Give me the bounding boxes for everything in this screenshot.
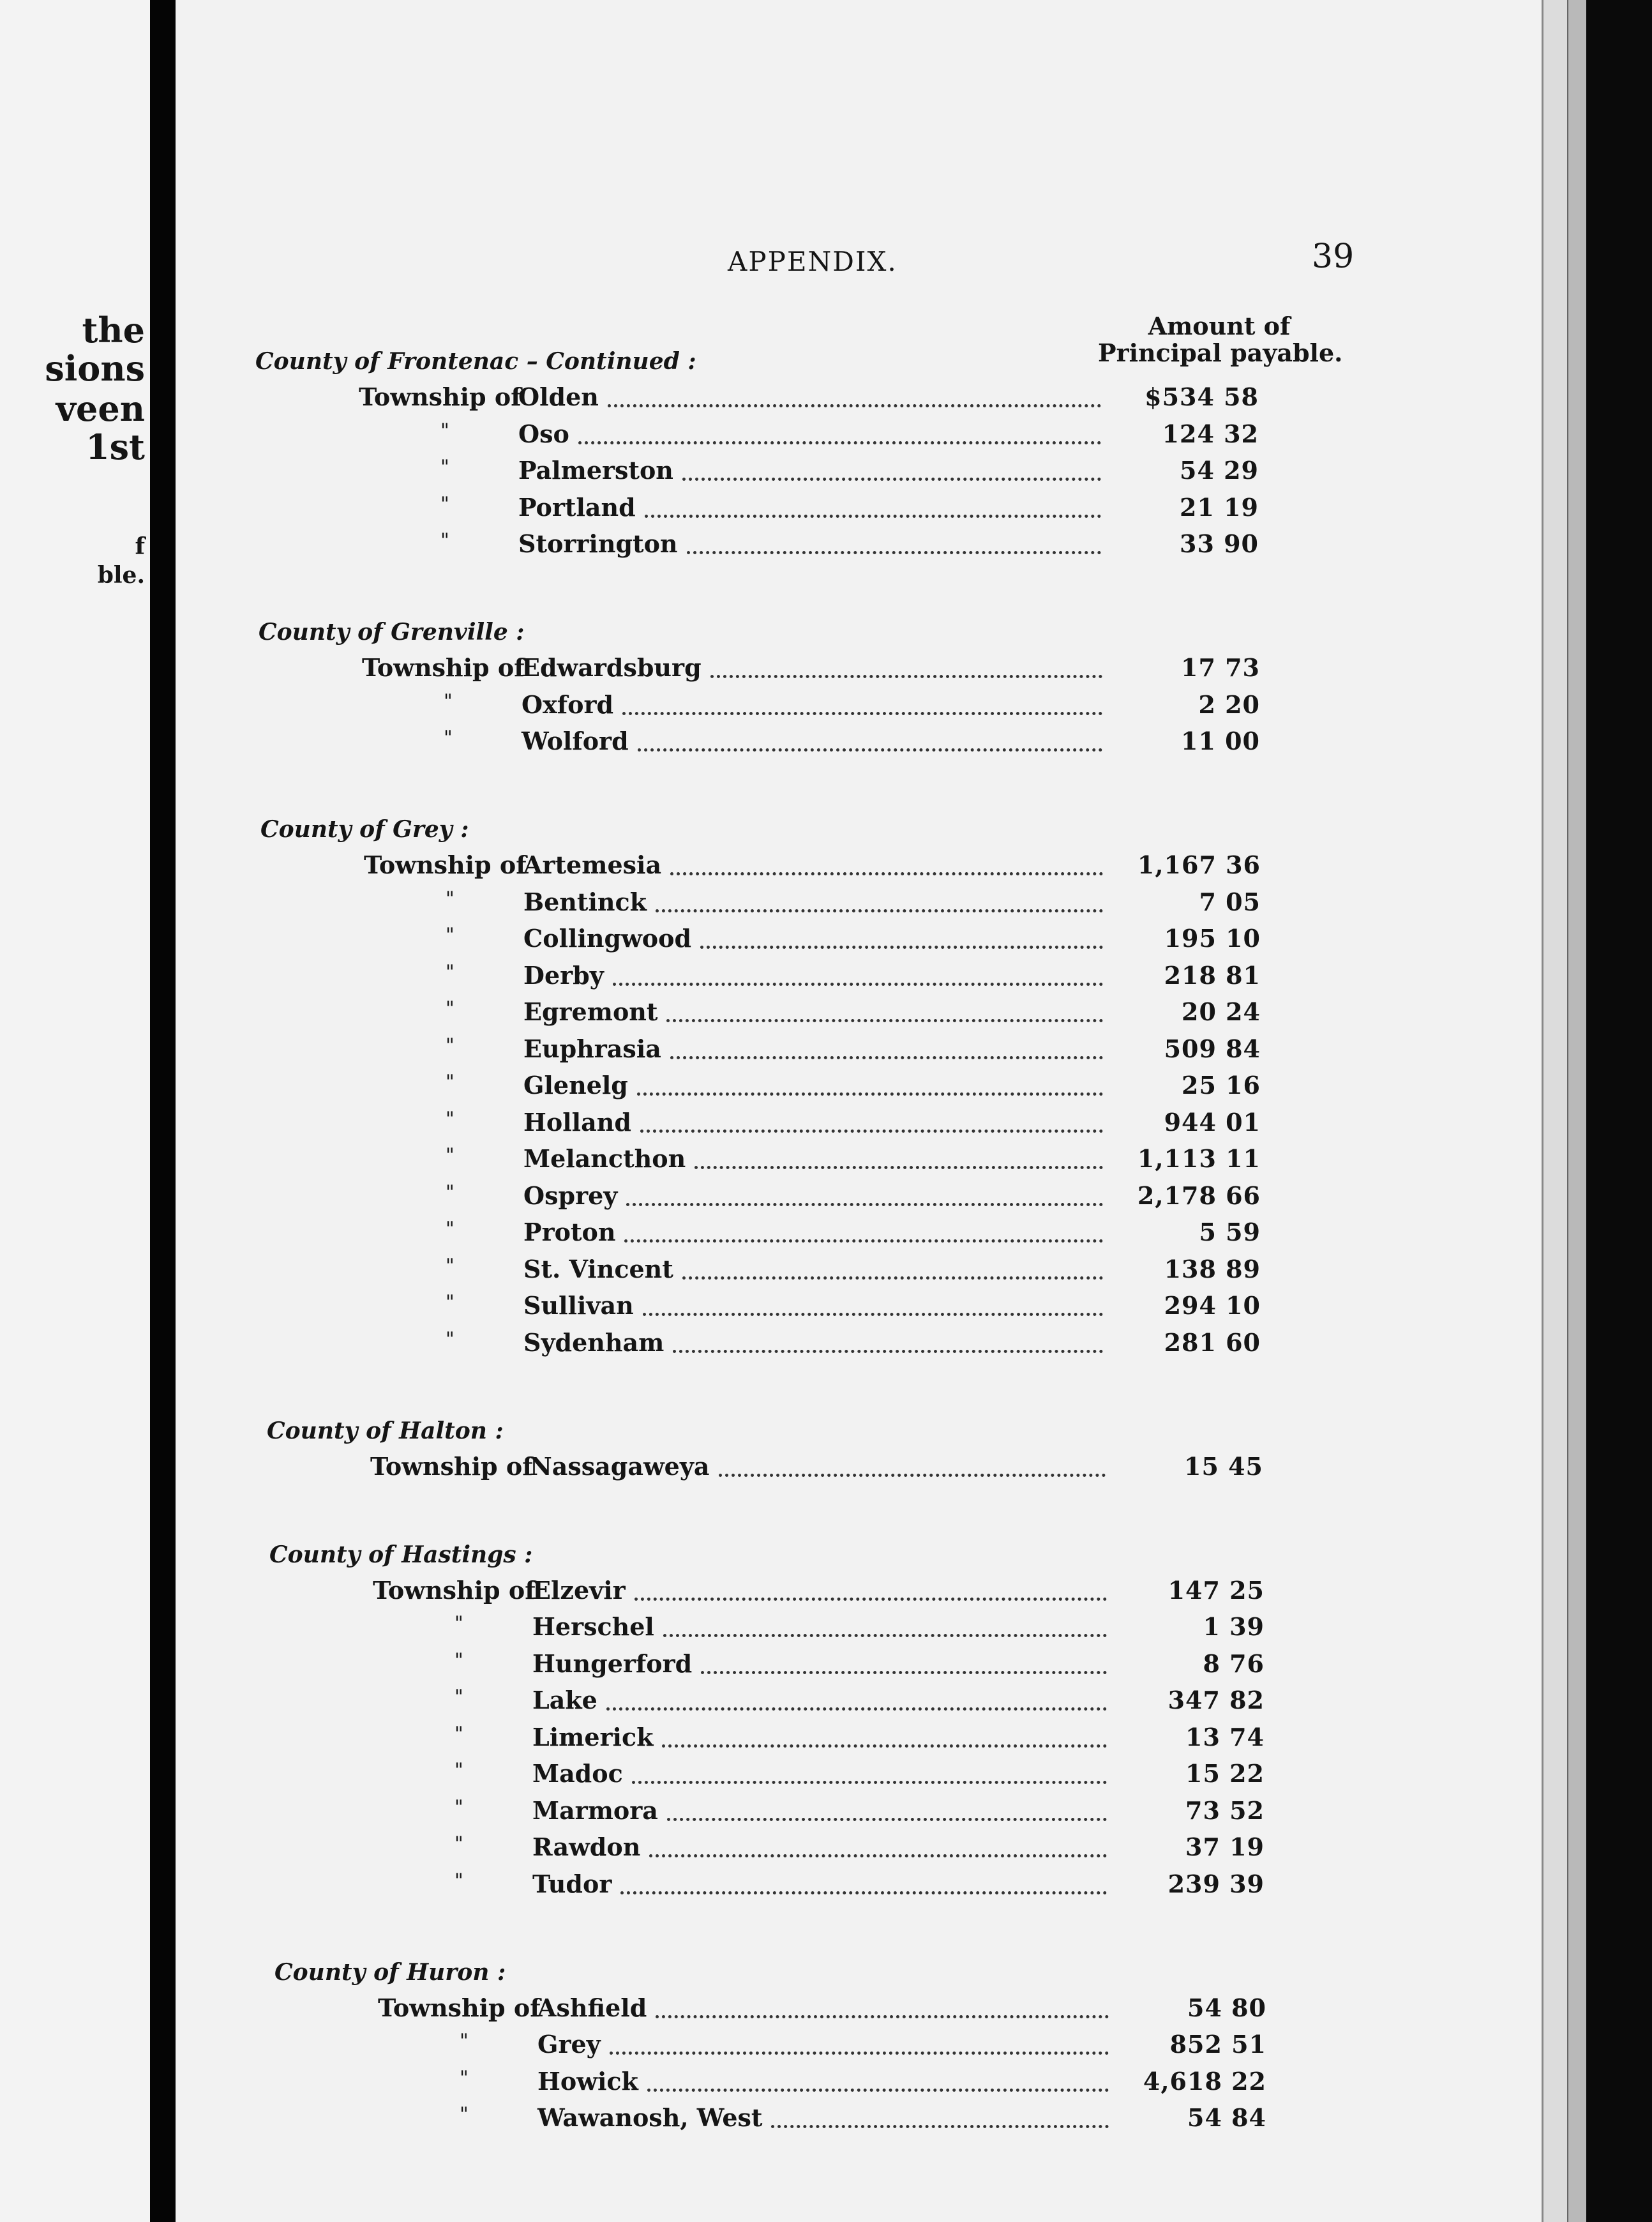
dot-leader bbox=[635, 1598, 1107, 1601]
dot-leader bbox=[663, 1634, 1107, 1637]
county-heading: County of Hastings : bbox=[269, 1541, 533, 1568]
township-name: Portland bbox=[518, 492, 636, 522]
facing-page-text: f bbox=[135, 533, 145, 560]
ditto-mark: " bbox=[454, 1795, 463, 1818]
ditto-mark: " bbox=[444, 690, 453, 713]
township-row bbox=[0, 419, 1468, 455]
township-name: Oxford bbox=[522, 690, 614, 719]
township-name: Madoc bbox=[532, 1759, 623, 1788]
township-name: Storrington bbox=[518, 529, 678, 558]
township-row bbox=[0, 888, 1468, 923]
dot-leader bbox=[640, 1130, 1103, 1133]
column-heading-line: Principal payable. bbox=[1098, 338, 1343, 367]
county-heading: County of Huron : bbox=[274, 1958, 506, 1986]
township-name: Egremont bbox=[523, 997, 658, 1026]
principal-amount: 1 39 bbox=[1203, 1612, 1265, 1641]
township-name: Derby bbox=[523, 960, 604, 990]
township-name: Osprey bbox=[523, 1181, 618, 1210]
principal-amount: 25 16 bbox=[1182, 1071, 1261, 1100]
township-row bbox=[0, 1833, 1468, 1868]
dot-leader bbox=[662, 1744, 1107, 1748]
running-title: APPENDIX. bbox=[728, 246, 897, 277]
principal-amount: 509 84 bbox=[1164, 1034, 1261, 1063]
principal-amount: 944 01 bbox=[1164, 1107, 1261, 1137]
ditto-mark: " bbox=[446, 960, 454, 983]
township-row bbox=[0, 1071, 1468, 1107]
dot-leader bbox=[687, 551, 1101, 554]
dot-leader bbox=[610, 2052, 1109, 2055]
township-row bbox=[0, 1686, 1468, 1721]
dot-leader bbox=[626, 1203, 1103, 1206]
dot-leader bbox=[667, 1818, 1107, 1821]
ditto-mark: " bbox=[446, 1291, 454, 1313]
principal-amount: 54 84 bbox=[1187, 2103, 1266, 2132]
township-name: Rawdon bbox=[532, 1833, 641, 1861]
ditto-mark: " bbox=[446, 997, 454, 1020]
dot-leader bbox=[656, 909, 1103, 912]
township-row bbox=[0, 1328, 1468, 1364]
township-row bbox=[0, 924, 1468, 960]
township-row bbox=[0, 1576, 1468, 1612]
principal-amount: 294 10 bbox=[1164, 1291, 1261, 1320]
facing-page-text: veen bbox=[56, 388, 145, 429]
township-row bbox=[0, 1144, 1468, 1180]
principal-amount: 73 52 bbox=[1185, 1795, 1265, 1825]
principal-amount: 124 32 bbox=[1162, 419, 1259, 448]
township-name: Herschel bbox=[532, 1612, 654, 1641]
page-edge bbox=[1542, 0, 1569, 2222]
dot-leader bbox=[673, 1350, 1103, 1353]
township-row bbox=[0, 1255, 1468, 1290]
facing-page-text: ble. bbox=[97, 562, 145, 589]
dot-leader bbox=[649, 1854, 1107, 1857]
township-row bbox=[0, 493, 1468, 529]
township-name: Holland bbox=[523, 1107, 631, 1137]
township-prefix: Township of bbox=[364, 850, 527, 879]
column-heading bbox=[1098, 312, 1343, 367]
township-name: Howick bbox=[537, 2066, 638, 2096]
county-heading: County of Grey : bbox=[260, 816, 469, 843]
township-name: Ashfield bbox=[537, 1993, 647, 2022]
township-name: Glenelg bbox=[523, 1071, 628, 1100]
principal-amount: 4,618 22 bbox=[1143, 2066, 1266, 2096]
principal-amount: 17 73 bbox=[1181, 653, 1260, 682]
township-name: Limerick bbox=[532, 1722, 654, 1751]
township-row bbox=[0, 1870, 1468, 1905]
ditto-mark: " bbox=[454, 1869, 463, 1892]
township-name: Wawanosh, West bbox=[537, 2103, 763, 2132]
dot-leader bbox=[771, 2125, 1109, 2128]
township-row bbox=[0, 1723, 1468, 1758]
township-row bbox=[0, 1291, 1468, 1327]
dot-leader bbox=[670, 872, 1103, 875]
township-row bbox=[0, 456, 1468, 492]
ditto-mark: " bbox=[446, 887, 454, 910]
principal-amount: 281 60 bbox=[1164, 1327, 1261, 1357]
ditto-mark: " bbox=[446, 1254, 454, 1277]
township-row bbox=[0, 1108, 1468, 1144]
township-name: St. Vincent bbox=[523, 1254, 673, 1283]
principal-amount: 11 00 bbox=[1181, 727, 1260, 755]
dot-leader bbox=[578, 441, 1101, 444]
township-name: Palmerston bbox=[518, 456, 673, 485]
county-heading: County of Grenville : bbox=[259, 619, 525, 646]
township-name: Wolford bbox=[522, 727, 629, 755]
township-row bbox=[0, 1649, 1468, 1685]
ditto-mark: " bbox=[446, 1218, 454, 1240]
facing-page-text: the bbox=[82, 310, 145, 351]
ditto-mark: " bbox=[446, 1144, 454, 1167]
dot-leader bbox=[670, 1056, 1103, 1059]
dot-leader bbox=[643, 1313, 1103, 1316]
principal-amount: 20 24 bbox=[1182, 997, 1261, 1026]
principal-amount: 195 10 bbox=[1164, 924, 1261, 953]
principal-amount: 21 19 bbox=[1180, 492, 1259, 522]
dot-leader bbox=[682, 1276, 1103, 1280]
township-name: Sullivan bbox=[523, 1291, 634, 1320]
facing-page-text: 1st bbox=[86, 427, 145, 467]
dot-leader bbox=[608, 404, 1101, 407]
dot-leader bbox=[682, 478, 1101, 481]
township-name: Melancthon bbox=[523, 1144, 686, 1173]
county-heading: County of Halton : bbox=[267, 1417, 504, 1444]
principal-amount: $534 58 bbox=[1145, 382, 1259, 411]
township-name: Euphrasia bbox=[523, 1034, 661, 1063]
township-row bbox=[0, 1181, 1468, 1217]
ditto-mark: " bbox=[440, 492, 449, 515]
principal-amount: 147 25 bbox=[1168, 1575, 1265, 1605]
township-row bbox=[0, 1612, 1468, 1648]
ditto-mark: " bbox=[446, 1327, 454, 1350]
township-prefix: Township of bbox=[373, 1575, 536, 1605]
principal-amount: 7 05 bbox=[1199, 887, 1261, 916]
township-name: Sydenham bbox=[523, 1327, 665, 1357]
dot-leader bbox=[695, 1166, 1103, 1169]
township-prefix: Township of bbox=[378, 1993, 541, 2022]
township-row bbox=[0, 1993, 1468, 2029]
principal-amount: 5 59 bbox=[1199, 1218, 1261, 1246]
township-name: Grey bbox=[537, 2030, 601, 2059]
township-name: Bentinck bbox=[523, 887, 647, 916]
township-name: Marmora bbox=[532, 1795, 658, 1825]
principal-amount: 1,113 11 bbox=[1137, 1144, 1261, 1173]
dot-leader bbox=[632, 1781, 1107, 1784]
dot-leader bbox=[710, 675, 1102, 678]
township-row bbox=[0, 961, 1468, 997]
ditto-mark: " bbox=[440, 529, 449, 552]
township-name: Tudor bbox=[532, 1869, 612, 1898]
township-name: Proton bbox=[523, 1218, 616, 1246]
principal-amount: 239 39 bbox=[1168, 1869, 1265, 1898]
dot-leader bbox=[637, 1092, 1103, 1096]
dot-leader bbox=[620, 1891, 1107, 1894]
principal-amount: 33 90 bbox=[1180, 529, 1259, 558]
dot-leader bbox=[624, 1239, 1103, 1243]
principal-amount: 15 22 bbox=[1185, 1759, 1265, 1788]
dot-leader bbox=[606, 1707, 1107, 1711]
township-row bbox=[0, 2030, 1468, 2066]
page-number: 39 bbox=[1312, 238, 1355, 276]
township-row bbox=[0, 1796, 1468, 1832]
ditto-mark: " bbox=[460, 2103, 469, 2126]
township-name: Oso bbox=[518, 419, 569, 448]
ditto-mark: " bbox=[446, 1034, 454, 1057]
principal-amount: 54 80 bbox=[1187, 1993, 1266, 2022]
ditto-mark: " bbox=[460, 2066, 469, 2089]
principal-amount: 218 81 bbox=[1164, 960, 1261, 990]
principal-amount: 2,178 66 bbox=[1137, 1181, 1261, 1210]
principal-amount: 852 51 bbox=[1169, 2030, 1266, 2059]
ditto-mark: " bbox=[446, 1181, 454, 1204]
township-row bbox=[0, 690, 1468, 726]
principal-amount: 8 76 bbox=[1203, 1649, 1265, 1678]
dot-leader bbox=[622, 712, 1102, 715]
township-row bbox=[0, 850, 1468, 886]
principal-amount: 54 29 bbox=[1180, 456, 1259, 485]
ditto-mark: " bbox=[454, 1722, 463, 1745]
township-row bbox=[0, 653, 1468, 689]
ditto-mark: " bbox=[454, 1759, 463, 1781]
ditto-mark: " bbox=[454, 1649, 463, 1672]
township-row bbox=[0, 1218, 1468, 1253]
column-heading-line: Amount of bbox=[1148, 312, 1291, 340]
page-edge bbox=[1586, 0, 1652, 2222]
county-heading: County of Frontenac – Continued : bbox=[255, 348, 696, 375]
township-prefix: Township of bbox=[362, 653, 525, 682]
township-row bbox=[0, 727, 1468, 762]
township-row bbox=[0, 1034, 1468, 1070]
principal-amount: 138 89 bbox=[1164, 1254, 1261, 1283]
dot-leader bbox=[656, 2015, 1109, 2018]
township-name: Olden bbox=[518, 382, 599, 411]
dot-leader bbox=[701, 1671, 1107, 1674]
township-prefix: Township of bbox=[359, 382, 522, 411]
ditto-mark: " bbox=[446, 924, 454, 946]
township-row bbox=[0, 529, 1468, 565]
ditto-mark: " bbox=[444, 727, 453, 749]
facing-page-text: sions bbox=[45, 348, 145, 389]
township-name: Artemesia bbox=[523, 850, 662, 879]
principal-amount: 347 82 bbox=[1168, 1686, 1265, 1714]
township-name: Lake bbox=[532, 1686, 597, 1714]
township-name: Elzevir bbox=[532, 1575, 626, 1605]
township-row bbox=[0, 997, 1468, 1033]
ditto-mark: " bbox=[460, 2030, 469, 2052]
dot-leader bbox=[647, 2089, 1109, 2092]
ditto-mark: " bbox=[440, 456, 449, 478]
township-prefix: Township of bbox=[370, 1451, 533, 1481]
principal-amount: 13 74 bbox=[1185, 1722, 1265, 1751]
township-row bbox=[0, 1759, 1468, 1795]
township-name: Hungerford bbox=[532, 1649, 693, 1678]
dot-leader bbox=[638, 748, 1102, 752]
principal-amount: 37 19 bbox=[1185, 1833, 1265, 1861]
ditto-mark: " bbox=[454, 1686, 463, 1708]
dot-leader bbox=[719, 1474, 1106, 1477]
ditto-mark: " bbox=[446, 1107, 454, 1130]
ditto-mark: " bbox=[446, 1071, 454, 1093]
township-name: Edwardsburg bbox=[522, 653, 702, 682]
dot-leader bbox=[613, 983, 1103, 986]
ditto-mark: " bbox=[454, 1833, 463, 1855]
principal-amount: 1,167 36 bbox=[1137, 850, 1261, 879]
ditto-mark: " bbox=[440, 419, 449, 442]
dot-leader bbox=[700, 946, 1103, 949]
principal-amount: 15 45 bbox=[1184, 1451, 1263, 1481]
township-row bbox=[0, 2067, 1468, 2103]
principal-amount: 2 20 bbox=[1198, 690, 1260, 719]
page-edge bbox=[1567, 0, 1588, 2222]
township-name: Nassagaweya bbox=[530, 1451, 710, 1481]
ditto-mark: " bbox=[454, 1612, 463, 1635]
township-row bbox=[0, 2103, 1468, 2139]
dot-leader bbox=[666, 1019, 1103, 1022]
township-row bbox=[0, 1452, 1468, 1488]
township-row bbox=[0, 382, 1468, 418]
township-name: Collingwood bbox=[523, 924, 692, 953]
dot-leader bbox=[645, 515, 1101, 518]
